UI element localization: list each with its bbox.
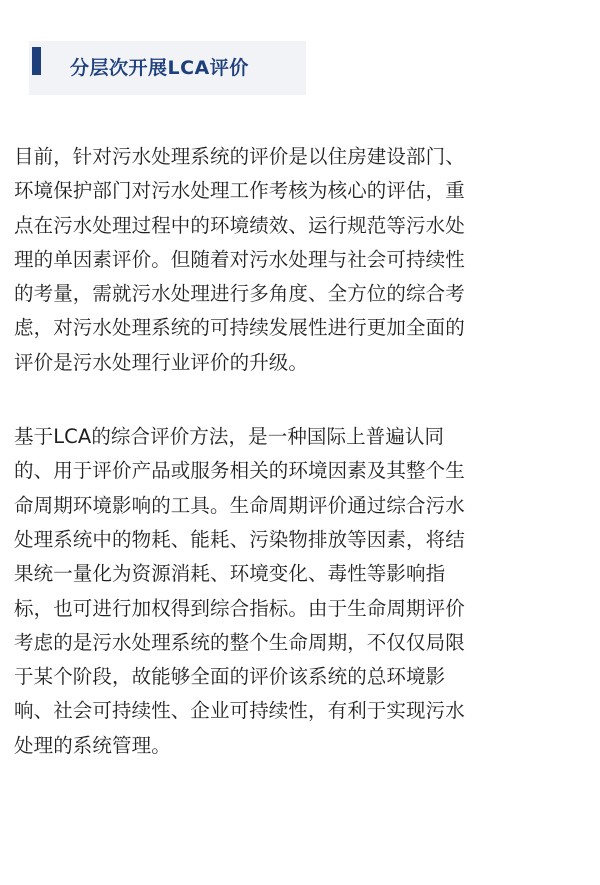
text-line: 点在污水处理过程中的环境绩效、运行规范等污水处	[14, 213, 465, 237]
text-line: 环境保护部门对污水处理工作考核为核心的评估，重	[14, 179, 465, 203]
paragraph-2	[14, 420, 589, 763]
text-line: 标，也可进行加权得到综合指标。由于生命周期评价	[14, 596, 465, 620]
section-accent-bar	[32, 47, 41, 75]
text-line: 考虑的是污水处理系统的整个生命周期，不仅仅局限	[14, 630, 465, 654]
text-line: 命周期环境影响的工具。生命周期评价通过综合污水	[14, 493, 465, 517]
text-line: 的考量，需就污水处理进行多角度、全方位的综合考	[14, 282, 465, 306]
section-title: 分层次开展LCA评价	[70, 57, 249, 79]
text-line: 响、社会可持续性、企业可持续性，有利于实现污水	[14, 699, 465, 723]
text-line: 的、用于评价产品或服务相关的环境因素及其整个生	[14, 459, 465, 483]
text-line: 处理系统中的物耗、能耗、污染物排放等因素，将结	[14, 527, 465, 551]
paragraph-1	[14, 140, 589, 380]
text-line: 理的单因素评价。但随着对污水处理与社会可持续性	[14, 247, 465, 271]
text-line: 果统一量化为资源消耗、环境变化、毒性等影响指	[14, 562, 446, 586]
text-line: 目前，针对污水处理系统的评价是以住房建设部门、	[14, 145, 465, 168]
text-line: 评价是污水处理行业评价的升级。	[14, 350, 309, 374]
text-line: 处理的系统管理。	[14, 733, 171, 757]
article-body	[14, 140, 589, 763]
text-line: 于某个阶段，故能够全面的评价该系统的总环境影	[14, 665, 446, 689]
text-line: 基于LCA的综合评价方法，是一种国际上普遍认同	[14, 425, 445, 449]
text-line: 虑，对污水处理系统的可持续发展性进行更加全面的	[14, 316, 465, 340]
